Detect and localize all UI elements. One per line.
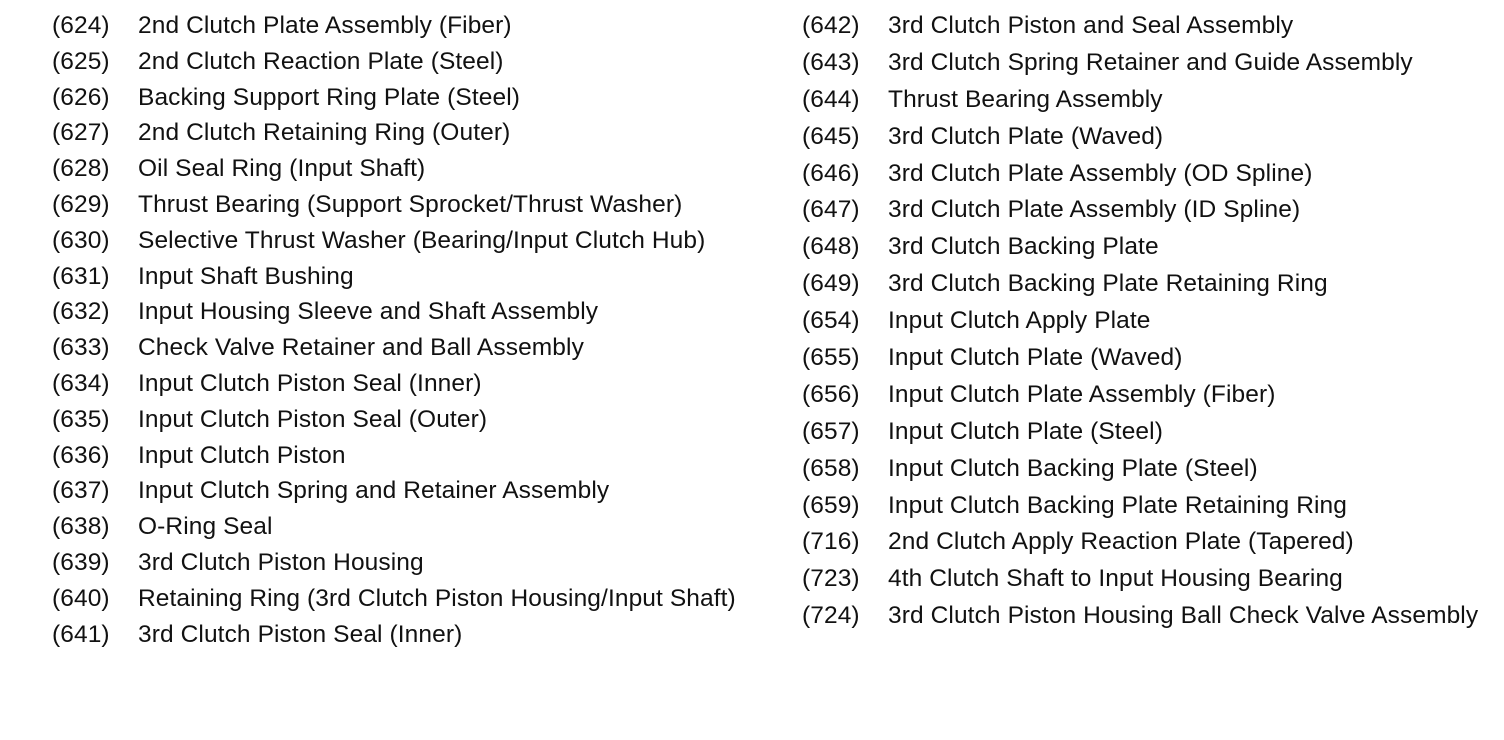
part-ref: (640) [52,584,110,612]
part-ref: (644) [802,85,860,113]
part-description: 4th Clutch Shaft to Input Housing Bearing [888,565,1343,593]
parts-list-left [52,11,752,655]
part-description: Retaining Ring (3rd Clutch Piston Housing/Input Shaft) [138,584,736,612]
part-ref: (655) [802,344,860,372]
part-description: 3rd Clutch Piston and Seal Assembly [888,12,1294,39]
part-ref: (639) [52,548,110,576]
part-ref: (657) [802,417,860,445]
part-description: 3rd Clutch Backing Plate [888,233,1159,261]
part-ref: (656) [802,380,860,408]
part-description: 3rd Clutch Plate Assembly (OD Spline) [888,159,1313,187]
part-ref: (642) [802,12,860,39]
part-ref: (633) [52,334,110,362]
part-ref: (649) [802,270,860,298]
part-description: 3rd Clutch Spring Retainer and Guide Assembly [888,48,1413,76]
parts-list-item [52,441,752,471]
part-description: Input Clutch Plate (Steel) [888,417,1163,445]
parts-list-item [52,262,752,292]
part-description: O-Ring Seal [138,513,273,541]
parts-list-item [802,527,1482,557]
part-description: Input Clutch Plate (Waved) [888,344,1183,372]
parts-list-item [52,476,752,506]
part-description: Input Housing Sleeve and Shaft Assembly [138,298,599,326]
part-description: Thrust Bearing Assembly [888,85,1163,113]
parts-list-item [802,195,1482,225]
part-description: 3rd Clutch Plate (Waved) [888,122,1164,150]
part-description: Input Clutch Piston Seal (Outer) [138,405,488,433]
parts-list-item [802,48,1482,78]
parts-list-item [802,11,1482,41]
part-ref: (716) [802,528,860,556]
part-ref: (626) [52,83,110,111]
parts-list-item [52,548,752,578]
parts-list-item [52,226,752,256]
part-ref: (632) [52,298,110,326]
part-ref: (637) [52,477,110,505]
part-ref: (627) [52,119,110,147]
parts-list-item [52,620,752,650]
parts-list-item [52,190,752,220]
parts-list-item [802,564,1482,594]
part-description: Check Valve Retainer and Ball Assembly [138,334,584,362]
parts-list-item [802,491,1482,521]
part-ref: (658) [802,454,860,482]
parts-list-item [52,83,752,113]
part-ref: (646) [802,159,860,187]
part-description: 2nd Clutch Reaction Plate (Steel) [138,47,504,75]
parts-list-item [802,232,1482,262]
part-ref: (641) [52,620,110,648]
part-description: Input Clutch Spring and Retainer Assembly [138,477,610,505]
part-description: Selective Thrust Washer (Bearing/Input Clutch Hub) [138,226,706,254]
part-ref: (723) [802,565,860,593]
parts-list-item [802,380,1482,410]
parts-list-item [52,584,752,614]
parts-list-item [802,601,1482,631]
part-ref: (631) [52,262,110,290]
part-ref: (629) [52,190,110,218]
part-description: Oil Seal Ring (Input Shaft) [138,155,426,183]
parts-list-item [802,269,1482,299]
part-description: 3rd Clutch Piston Housing Ball Check Valve Assembly [888,602,1479,630]
part-description: 2nd Clutch Retaining Ring (Outer) [138,119,511,147]
part-ref: (654) [802,307,860,335]
parts-list-item [52,405,752,435]
part-description: Input Clutch Apply Plate [888,307,1151,335]
parts-list-item [52,154,752,184]
part-description: Input Clutch Plate Assembly (Fiber) [888,380,1276,408]
parts-list-item [802,454,1482,484]
parts-list-item [802,417,1482,447]
part-description: 3rd Clutch Backing Plate Retaining Ring [888,270,1328,298]
part-ref: (625) [52,47,110,75]
part-description: 2nd Clutch Apply Reaction Plate (Tapered) [888,528,1354,556]
parts-list-item [802,85,1482,115]
part-description: Input Clutch Piston [138,441,346,469]
part-description: 3rd Clutch Piston Seal (Inner) [138,620,463,648]
part-ref: (648) [802,233,860,261]
part-description: Input Clutch Backing Plate (Steel) [888,454,1258,482]
part-ref: (634) [52,369,110,397]
parts-list-item [52,297,752,327]
part-description: 3rd Clutch Plate Assembly (ID Spline) [888,196,1301,224]
parts-list-item [52,118,752,148]
parts-list-item [802,306,1482,336]
part-ref: (636) [52,441,110,469]
part-ref: (630) [52,226,110,254]
part-description: 3rd Clutch Piston Housing [138,548,424,576]
part-ref: (638) [52,513,110,541]
part-description: Input Shaft Bushing [138,262,354,290]
part-ref: (647) [802,196,860,224]
parts-list-item [802,122,1482,152]
part-ref: (628) [52,155,110,183]
parts-list-item [52,47,752,77]
part-ref: (624) [52,12,110,39]
part-description: Backing Support Ring Plate (Steel) [138,83,520,111]
part-ref: (659) [802,491,860,519]
parts-list-right [802,11,1482,638]
parts-list-item [52,369,752,399]
part-ref: (635) [52,405,110,433]
part-description: 2nd Clutch Plate Assembly (Fiber) [138,12,512,39]
part-description: Input Clutch Backing Plate Retaining Ring [888,491,1347,519]
parts-list-item [52,512,752,542]
part-ref: (643) [802,48,860,76]
part-description: Thrust Bearing (Support Sprocket/Thrust Washer) [138,190,683,218]
part-ref: (645) [802,122,860,150]
part-ref: (724) [802,602,860,630]
parts-list-item [802,343,1482,373]
parts-list-item [52,11,752,41]
part-description: Input Clutch Piston Seal (Inner) [138,369,482,397]
parts-list-item [52,333,752,363]
parts-list-item [802,159,1482,189]
